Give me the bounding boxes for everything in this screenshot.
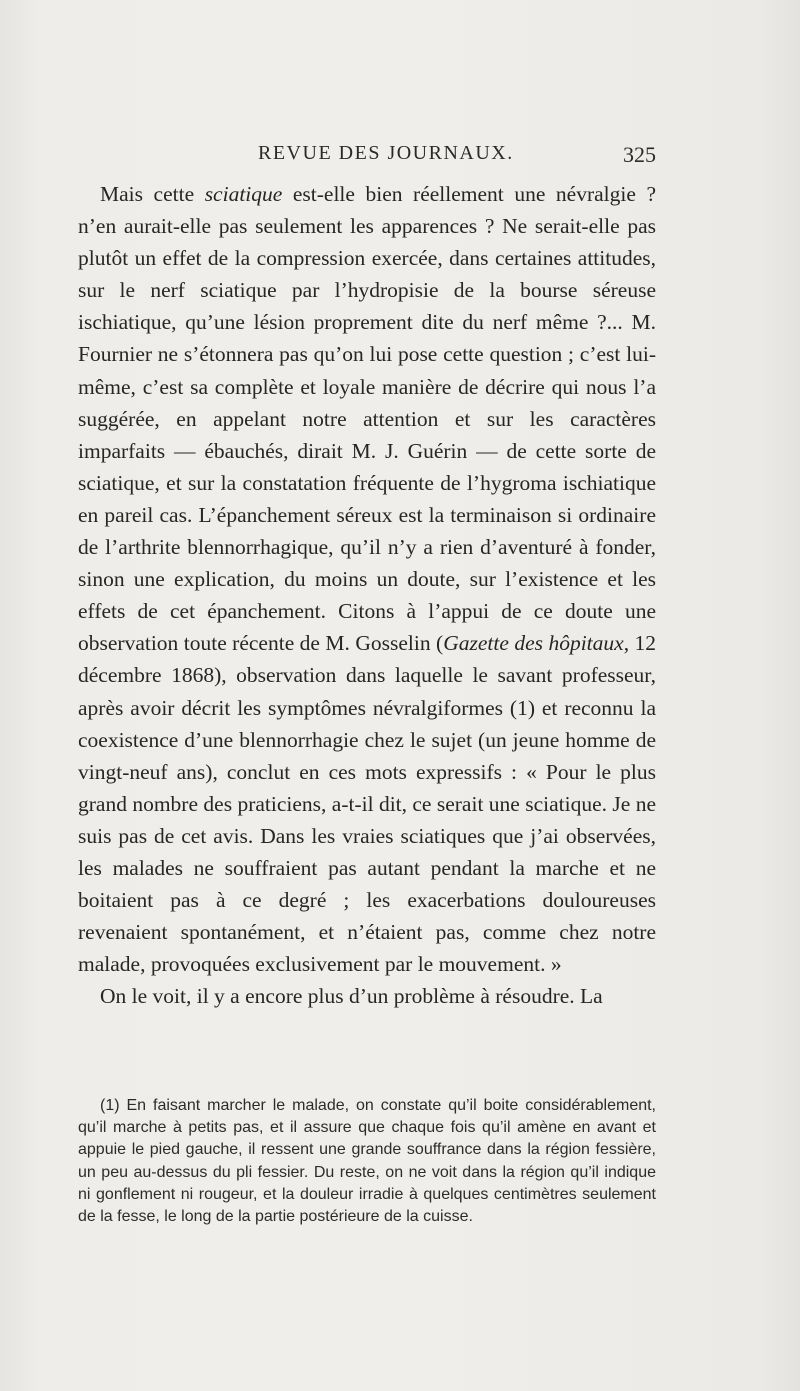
paragraph-2: On le voit, il y a encore plus d’un problème à résoudre. La xyxy=(100,984,603,1009)
journal-title: Gazette des hôpitaux xyxy=(443,631,624,656)
paragraph-1-part-b: est-elle bien réellement une névralgie ? n’en aurait-elle pas seulement les apparences ? Ne serait-elle pas plutôt un effet de la compression exercée, dans certaines attitudes, sur le nerf sciatique par l’hydropisie de la bourse séreuse ischiatique, qu’une lésion proprement dite du nerf même ?... M. Fournier ne s’étonnera pas qu’on lui pose cette question ; c’est lui-même, c’est sa complète et loyale manière de décrire qui nous l’a suggérée, en appelant notre attention et sur les caractères imparfaits — ébauchés, dirait M. J. Guérin — de cette sorte de sciatique, et sur la constatation fréquente de l’hygroma ischiatique en pareil cas. L’épanchement séreux est la terminaison si ordinaire de l’arthrite blennorrhagique, qu’il n’y a rien d’aventuré à fonder, sinon une explication, du moins un doute, sur l’existence et les effets de cet épanchement. Citons à l’appui de ce doute une observation toute récente de M. Gosselin ( xyxy=(78,182,657,656)
emphasis-sciatique: sciatique xyxy=(204,182,283,206)
footnote-1: (1) En faisant marcher le malade, on constate qu’il boite considérablement, qu’il marche à petits pas, et il assure que chaque fois qu’il amène en avant et appuie le pied gauche, il ressent une grande souffrance dans la région fessière, un peu au-dessus du pli fessier. Du reste, on ne voit dans la région qu’il indique ni gonflement ni rougeur, et la douleur irradie à quelques centimètres seulement de la fesse, le long de la partie postérieure de la cuisse. xyxy=(78,1097,656,1226)
footnote xyxy=(78,1095,656,1228)
paragraph-1 xyxy=(78,178,656,980)
paragraph-1-part-a: Mais cette xyxy=(100,182,205,206)
page-header xyxy=(78,142,656,172)
main-text xyxy=(78,178,656,1012)
page-number: 325 xyxy=(623,142,656,167)
running-head: REVUE DES JOURNAUX. xyxy=(258,142,514,164)
paragraph-1-part-c: , 12 décembre 1868), observation dans laquelle le savant professeur, après avoir décrit les symptômes névralgiformes (1) et reconnu la coexistence d’une blennorrhagie chez le sujet (un jeune homme de vingt-neuf ans), conclut en ces mots expressifs : « Pour le plus grand nombre des praticiens, a-t-il dit, ce serait une sciatique. Je ne suis pas de cet avis. Dans les vraies sciatiques que j’ai observées, les malades ne souffraient pas autant pendant la marche et ne boitaient pas à ce degré ; les exacerbations douloureuses revenaient spontanément, et n’étaient pas, comme chez notre malade, provoquées exclusivement par le mouvement. » xyxy=(78,631,657,977)
